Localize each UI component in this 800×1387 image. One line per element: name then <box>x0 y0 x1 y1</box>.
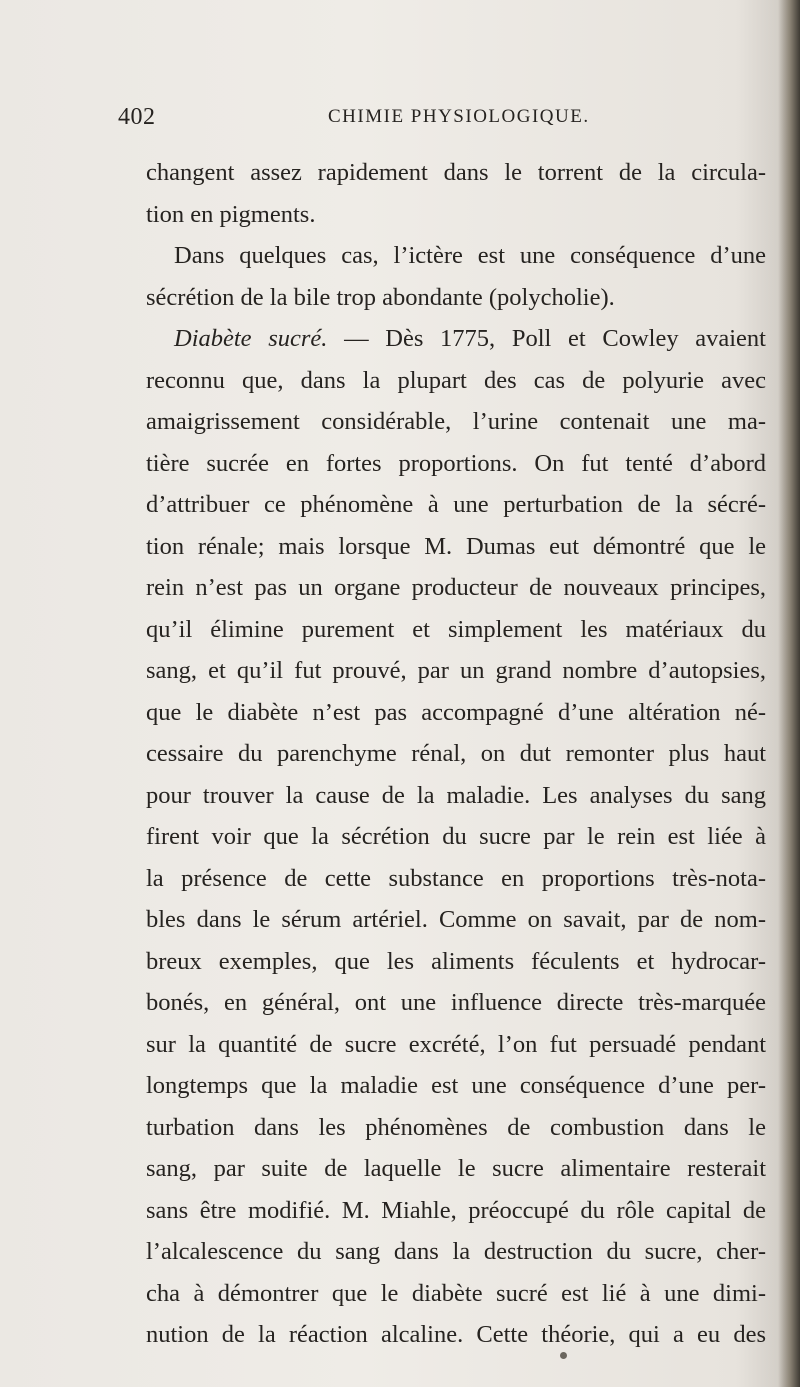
text-line-continuation: — Dès 1775, Poll et Cowley avaient <box>327 325 766 352</box>
text-line: cha à démontrer que le diabète sucré est lié à une dimi- <box>146 1279 766 1307</box>
text-line: breux exemples, que les aliments féculents et hydrocar- <box>146 947 766 975</box>
text-line: turbation dans les phénomènes de combustion dans le <box>146 1113 766 1141</box>
page-gutter-shadow <box>778 0 800 1387</box>
text-line: sans être modifié. M. Miahle, préoccupé du rôle capital de <box>146 1196 766 1224</box>
text-line: l’alcalescence du sang dans la destruction du sucre, cher- <box>146 1238 766 1265</box>
text-line: que le diabète n’est pas accompagné d’une altération né- <box>146 698 766 726</box>
text-line: Dans quelques cas, l’ictère est une conséquence d’une <box>174 242 766 269</box>
text-line: tion rénale; mais lorsque M. Dumas eut démontré que le <box>146 532 766 560</box>
text-line: cessaire du parenchyme rénal, on dut remonter plus haut <box>146 740 766 767</box>
text-line: la présence de cette substance en proportions très-nota- <box>146 864 766 892</box>
text-line: changent assez rapidement dans le torrent de la circula- <box>146 159 766 186</box>
text-line: tion en pigments. <box>146 200 316 228</box>
body-text <box>146 152 766 1356</box>
text-line: longtemps que la maladie est une conséquence d’une per- <box>146 1072 766 1099</box>
text-line: firent voir que la sécrétion du sucre par le rein est liée à <box>146 823 766 850</box>
text-line: d’attribuer ce phénomène à une perturbation de la sécré- <box>146 491 766 518</box>
section-heading-line <box>146 318 766 360</box>
text-line: pour trouver la cause de la maladie. Les analyses du sang <box>146 781 766 809</box>
page-number: 402 <box>118 104 156 130</box>
text-line: sang, par suite de laquelle le sucre alimentaire resterait <box>146 1155 766 1182</box>
ink-speck <box>560 1352 567 1359</box>
text-line: sécrétion de la bile trop abondante (polycholie). <box>146 283 615 311</box>
text-line: amaigrissement considérable, l’urine contenait une ma- <box>146 408 766 435</box>
text-line: bonés, en général, ont une influence directe très-marquée <box>146 989 766 1016</box>
text-line: bles dans le sérum artériel. Comme on savait, par de nom- <box>146 906 766 933</box>
text-line: qu’il élimine purement et simplement les matériaux du <box>146 615 766 643</box>
text-line: nution de la réaction alcaline. Cette théorie, qui a eu des <box>146 1321 766 1348</box>
text-line: sang, et qu’il fut prouvé, par un grand nombre d’autopsies, <box>146 657 766 684</box>
text-line: reconnu que, dans la plupart des cas de polyurie avec <box>146 366 766 394</box>
text-line: rein n’est pas un organe producteur de nouveaux principes, <box>146 574 766 601</box>
running-head: CHIMIE PHYSIOLOGIQUE. <box>328 106 590 127</box>
page-header <box>118 98 758 138</box>
section-title-diabete-sucre: Diabète sucré. <box>174 325 328 352</box>
text-line: tière sucrée en fortes proportions. On fut tenté d’abord <box>146 449 766 477</box>
text-line: sur la quantité de sucre excrété, l’on fut persuadé pendant <box>146 1030 766 1058</box>
